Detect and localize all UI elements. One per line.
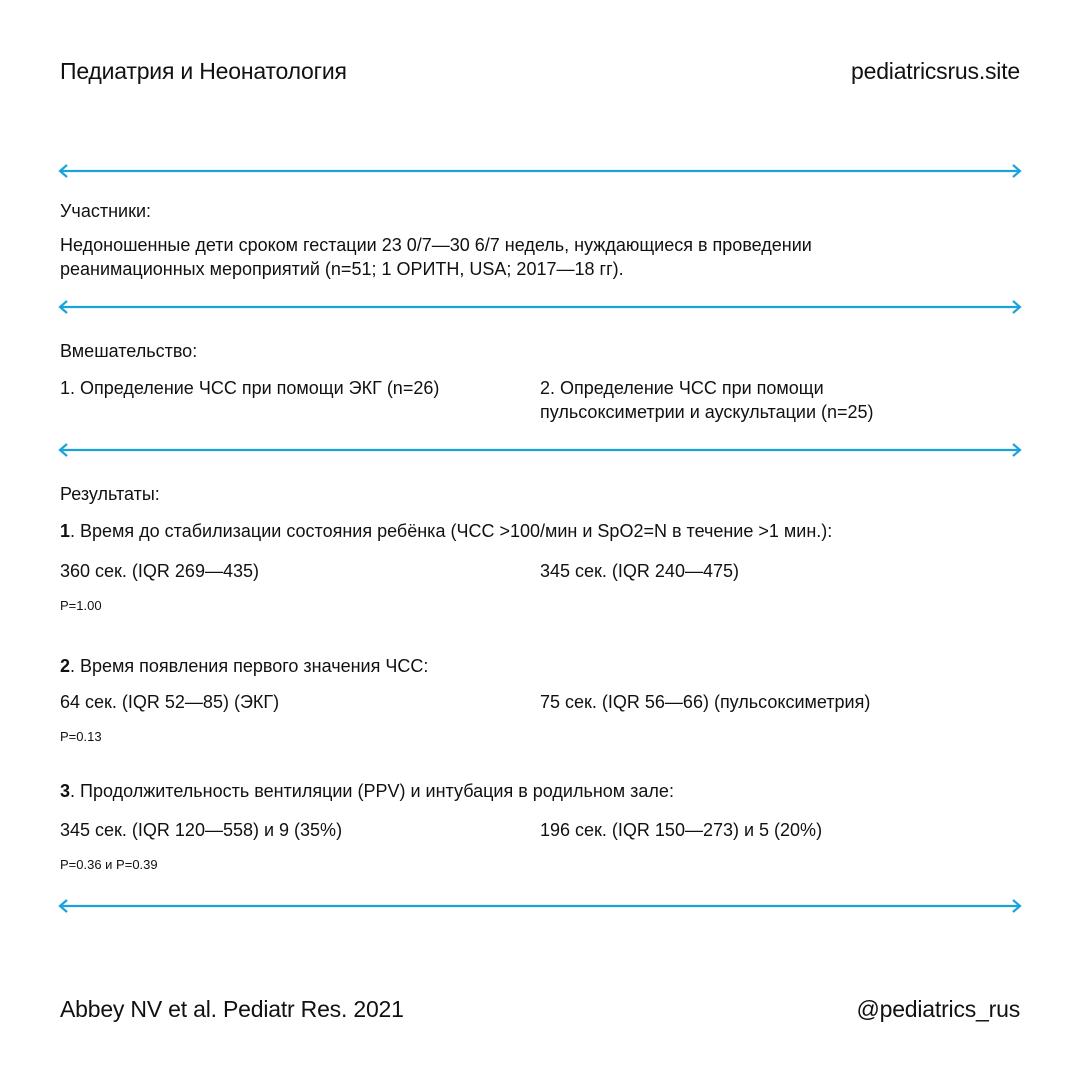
result-3-p-value: P=0.36 и P=0.39: [60, 857, 158, 872]
result-number: 2: [60, 656, 71, 676]
intervention-group2-line1: 2. Определение ЧСС при помощи: [540, 378, 824, 398]
participants-label: Участники:: [60, 201, 151, 221]
result-1-group1: 360 сек. (IQR 269—435): [60, 561, 259, 581]
intervention-group1: 1. Определение ЧСС при помощи ЭКГ (n=26): [60, 378, 440, 398]
double-arrow-icon: [58, 898, 1022, 914]
result-2-group1: 64 сек. (IQR 52—85) (ЭКГ): [60, 692, 280, 712]
results-label: Результаты:: [60, 484, 160, 504]
result-2-p-value: P=0.13: [60, 729, 102, 744]
divider-arrow: [58, 299, 1022, 315]
result-1-group2: 345 сек. (IQR 240—475): [540, 561, 739, 581]
brand-title: Педиатрия и Неонатология: [60, 58, 347, 84]
result-title-text: . Время до стабилизации состояния ребёнка (ЧСС >100/мин и SpO2=N в течение >1 мин.):: [70, 521, 833, 541]
result-3-title: [60, 779, 674, 803]
double-arrow-icon: [58, 163, 1022, 179]
double-arrow-icon: [58, 442, 1022, 458]
intervention-label: Вмешательство:: [60, 341, 198, 361]
citation: Abbey NV et al. Pediatr Res. 2021: [60, 996, 404, 1022]
result-2-group2: 75 сек. (IQR 56—66) (пульсоксиметрия): [540, 692, 871, 712]
intervention-group2-line2: пульсоксиметрии и аускультации (n=25): [540, 402, 874, 422]
divider-arrow: [58, 163, 1022, 179]
site-url: pediatricsrus.site: [851, 58, 1020, 84]
social-handle: @pediatrics_rus: [856, 996, 1020, 1022]
result-1-p-value: P=1.00: [60, 598, 102, 613]
result-3-group1: 345 сек. (IQR 120—558) и 9 (35%): [60, 820, 343, 840]
divider-arrow: [58, 442, 1022, 458]
participants-text-line2: реанимационных мероприятий (n=51; 1 ОРИТН, USA; 2017—18 гг).: [60, 259, 624, 279]
result-title-text: . Время появления первого значения ЧСС:: [70, 656, 429, 676]
result-number: 1: [60, 521, 71, 541]
result-title-text: . Продолжительность вентиляции (PPV) и интубация в родильном зале:: [70, 781, 674, 801]
result-3-group2: 196 сек. (IQR 150—273) и 5 (20%): [540, 820, 823, 840]
result-number: 3: [60, 781, 71, 801]
result-1-title: [60, 519, 832, 543]
result-2-title: [60, 654, 428, 678]
double-arrow-icon: [58, 299, 1022, 315]
divider-arrow: [58, 898, 1022, 914]
participants-text-line1: Недоношенные дети сроком гестации 23 0/7—30 6/7 недель, нуждающиеся в проведении: [60, 235, 812, 255]
